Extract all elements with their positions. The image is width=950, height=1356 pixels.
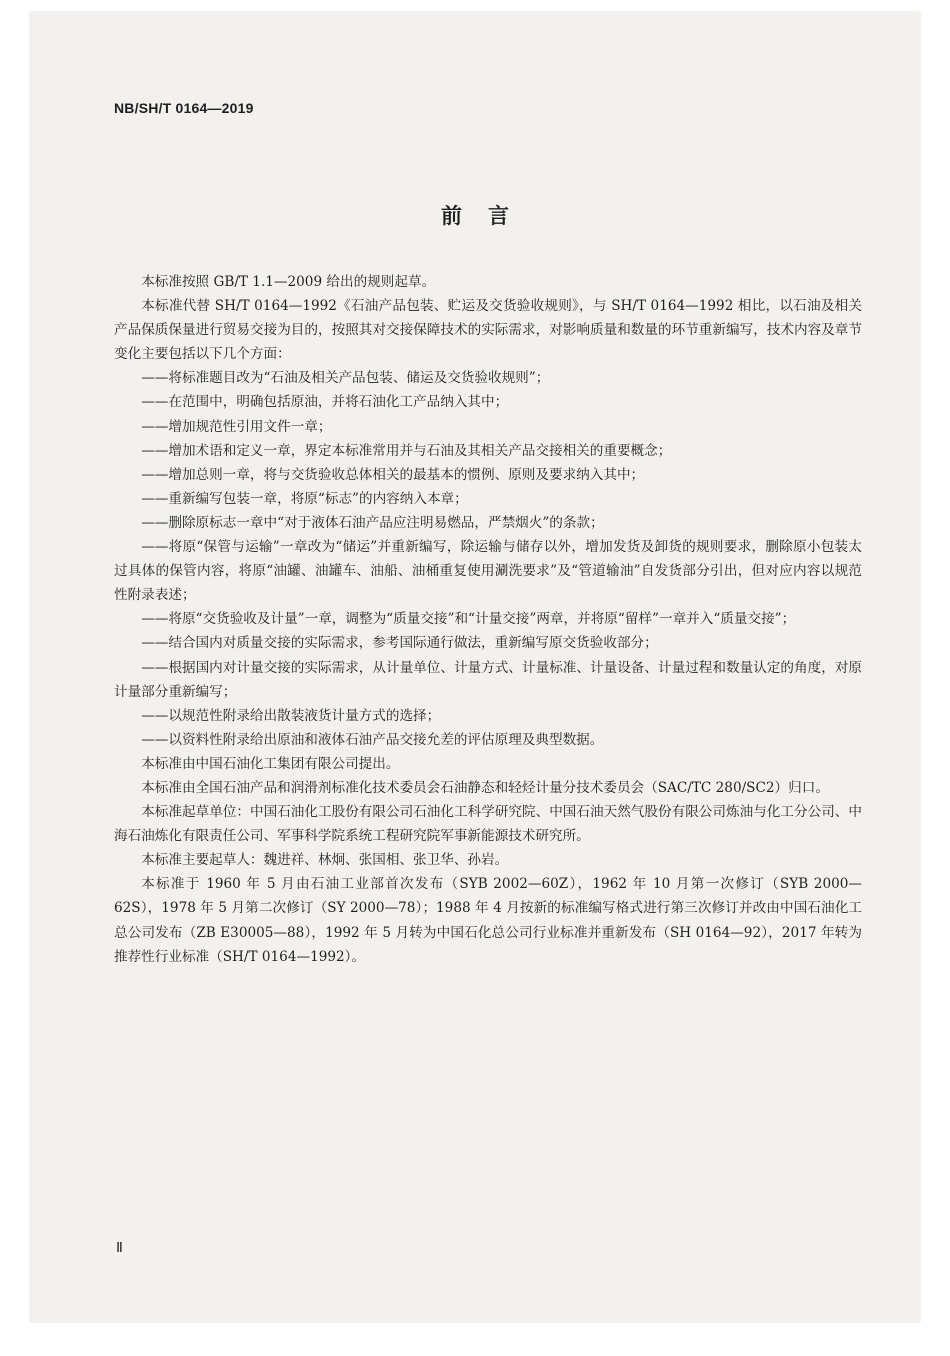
paragraph: 本标准由全国石油产品和润滑剂标准化技术委员会石油静态和轻烃计量分技术委员会（SAC/TC 280/SC2）归口。 [141, 779, 829, 796]
list-item: ——以规范性附录给出散装液货计量方式的选择； [141, 707, 441, 724]
foreword-body [114, 270, 862, 969]
paragraph: 本标准于 1960 年 5 月由石油工业部首次发布（SYB 2002—60Z），1962 年 10 月第一次修订（SYB 2000—62S），1978 年 5 月第二次修订（SY 2000—78）；1988 年 4 月按新的标准编写格式进行第三次修订并改由中国石油化工总公司发布（ZB E30005—88），1992 年 5 月转为中国石化总公司行业标准并重新发布（SH 0164—92），2017 年转为推荐性行业标准（SH/T 0164—1992）。 [114, 876, 862, 965]
list-item: ——将原“保管与运输”一章改为“储运”并重新编写，除运输与储存以外，增加发货及卸货的规则要求，删除原小包装太过具体的保管内容，将原“油罐、油罐车、油船、油桶重复使用涮洗要求”及“管道输油”自发货部分引出，但对应内容以规范性附录表述； [114, 539, 862, 604]
list-item: ——将原“交货验收及计量”一章，调整为“质量交接”和“计量交接”两章，并将原“留样”一章并入“质量交接”； [141, 611, 796, 628]
page-title: 前言 [441, 204, 535, 228]
list-item: ——在范围中，明确包括原油，并将石油化工产品纳入其中； [141, 394, 509, 411]
list-item: ——删除原标志一章中“对于液体石油产品应注明易燃品，严禁烟火”的条款； [141, 514, 604, 531]
list-item: ——将标准题目改为“石油及相关产品包装、储运及交货验收规则”； [141, 370, 550, 387]
paragraph: 本标准起草单位：中国石油化工股份有限公司石油化工科学研究院、中国石油天然气股份有限公司炼油与化工分公司、中海石油炼化有限责任公司、军事科学院系统工程研究院军事新能源技术研究所。 [114, 804, 862, 845]
list-item: ——根据国内对计量交接的实际需求，从计量单位、计量方式、计量标准、计量设备、计量过程和数量认定的角度，对原计量部分重新编写； [114, 659, 862, 700]
page-number: Ⅱ [116, 1241, 123, 1256]
paragraph: 本标准按照 GB/T 1.1—2009 给出的规则起草。 [141, 274, 436, 290]
list-item: ——结合国内对质量交接的实际需求，参考国际通行做法，重新编写原交货验收部分； [141, 635, 658, 652]
paragraph: 本标准主要起草人：魏进祥、林炯、张国相、张卫华、孙岩。 [141, 852, 509, 869]
list-item: ——以资料性附录给出原油和液体石油产品交接允差的评估原理及典型数据。 [141, 731, 604, 748]
document-page [30, 12, 920, 1322]
list-item: ——增加规范性引用文件一章； [141, 418, 332, 435]
paragraph: 本标准由中国石油化工集团有限公司提出。 [141, 755, 400, 772]
list-item: ——增加总则一章，将与交货验收总体相关的最基本的惯例、原则及要求纳入其中； [141, 466, 645, 483]
list-item: ——重新编写包装一章，将原“标志”的内容纳入本章； [141, 490, 468, 507]
standard-number: NB/SH/T 0164—2019 [114, 100, 254, 116]
list-item: ——增加术语和定义一章，界定本标准常用并与石油及其相关产品交接相关的重要概念； [141, 442, 672, 459]
paragraph: 本标准代替 SH/T 0164—1992《石油产品包装、贮运及交货验收规则》，与 SH/T 0164—1992 相比，以石油及相关产品保质保量进行贸易交接为目的，按照其对交接保障技术的实际需求，对影响质量和数量的环节重新编写，技术内容及章节变化主要包括以下几个方面： [114, 298, 862, 363]
